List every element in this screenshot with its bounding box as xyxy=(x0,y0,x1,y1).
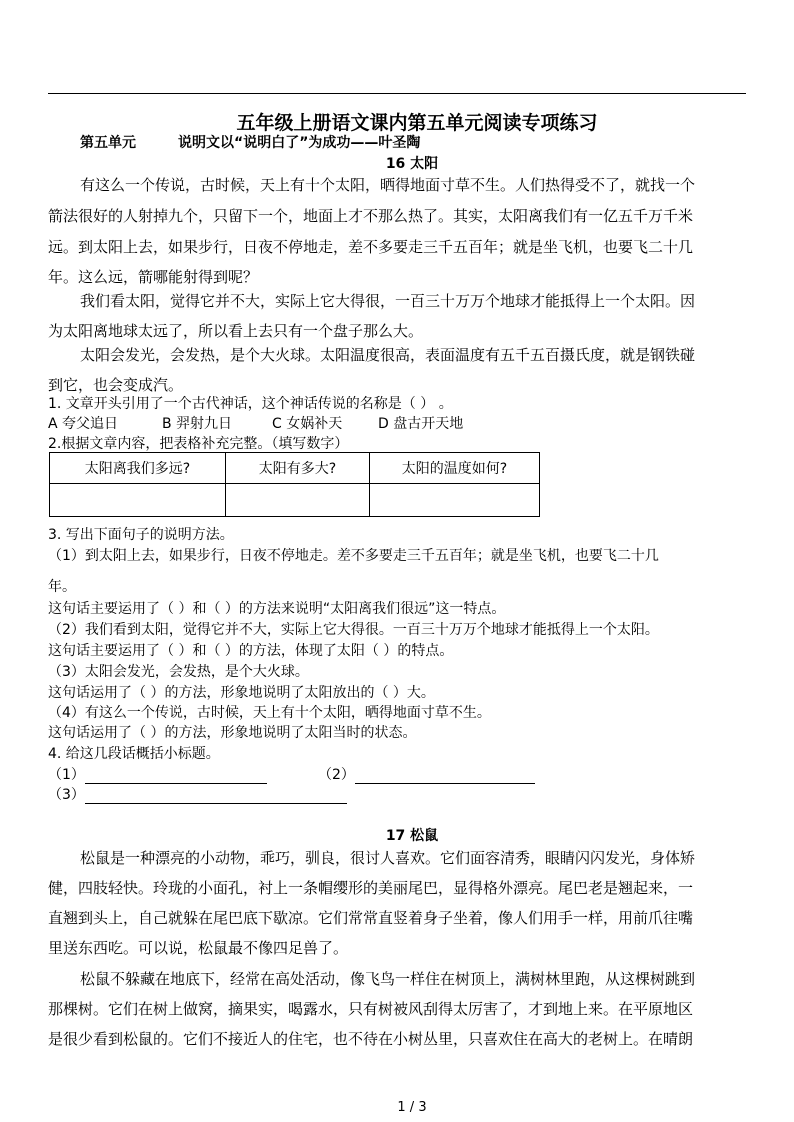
paragraph-line: 直翘到头上，自己就躲在尾巴底下歇凉。它们常常直竖着身子坐着，像人们用手一样，用前爪往嘴 xyxy=(48,909,694,927)
question-3-line: （1）到太阳上去，如果步行，日夜不停地走。差不多要走三千五百年；就是坐飞机，也要飞二十几 xyxy=(48,548,659,564)
paragraph-line: 箭法很好的人射掉九个，只留下一个，地面上才不那么热了。其实，太阳离我们有一亿五千万千米 xyxy=(48,207,694,225)
question-4: 4. 给这几段话概括小标题。 xyxy=(48,746,220,762)
table-header-temperature: 太阳的温度如何? xyxy=(370,453,540,484)
subtitle-row-1 xyxy=(48,764,267,784)
page-number: 1 / 3 xyxy=(397,1100,427,1115)
question-3-line: （3）太阳会发光，会发热，是个大火球。 xyxy=(48,664,309,680)
question-3-line: 这句话运用了（ ）的方法，形象地说明了太阳放出的（ ）大。 xyxy=(48,685,435,701)
header-rule xyxy=(48,93,746,94)
subtitle-row-2 xyxy=(318,764,535,784)
subtitle-label-1: （1） xyxy=(48,767,85,783)
option-c: C 女娲补天 xyxy=(272,416,343,432)
table-header-size: 太阳有多大? xyxy=(226,453,370,484)
paragraph-line: 那棵树。它们在树上做窝，摘果实，喝露水，只有树被风刮得太厉害了，才到地上来。在平原地区 xyxy=(48,1000,694,1018)
subtitle-blank-3[interactable] xyxy=(85,803,347,804)
table-cell-blank[interactable] xyxy=(226,484,370,517)
paragraph-line: 太阳会发光，会发热，是个大火球。太阳温度很高，表面温度有五千五百摄氏度，就是钢铁碰 xyxy=(80,346,696,364)
question-3-line: （2）我们看到太阳，觉得它并不大，实际上它大得很。一百三十万万个地球才能抵得上一个太阳。 xyxy=(48,622,659,638)
question-3-line: 这句话运用了（ ）的方法，形象地说明了太阳当时的状态。 xyxy=(48,725,417,741)
question-1: 1. 文章开头引用了一个古代神话，这个神话传说的名称是（ ） 。 xyxy=(48,396,453,412)
unit-subtitle: 说明文以“说明白了”为成功——叶圣陶 xyxy=(178,135,421,151)
paragraph-line: 里送东西吃。可以说，松鼠最不像四足兽了。 xyxy=(48,939,349,957)
paragraph-line: 年。这么远，箭哪能射得到呢？ xyxy=(48,268,259,286)
table-cell-blank[interactable] xyxy=(50,484,226,517)
paragraph-line: 松鼠不躲藏在地底下，经常在高处活动，像飞鸟一样住在树顶上，满树林里跑，从这棵树跳到 xyxy=(80,970,696,988)
subtitle-label-2: （2） xyxy=(318,767,355,783)
paragraph-line: 松鼠是一种漂亮的小动物，乖巧，驯良，很讨人喜欢。它们面容清秀，眼睛闪闪发光，身体矫 xyxy=(80,849,696,867)
paragraph-line: 是很少看到松鼠的。它们不接近人的住宅，也不待在小树丛里，只喜欢住在高大的老树上。在晴朗 xyxy=(48,1030,694,1048)
paragraph-line: 到它，也会变成汽。 xyxy=(48,376,184,394)
question-2: 2.根据文章内容，把表格补充完整。（填写数字） xyxy=(48,436,349,452)
question-3: 3. 写出下面句子的说明方法。 xyxy=(48,527,234,543)
subtitle-label-3: （3） xyxy=(48,787,85,803)
question-3-line: 这句话主要运用了（ ）和（ ）的方法来说明“太阳离我们很远”这一特点。 xyxy=(48,601,506,617)
subtitle-blank-2[interactable] xyxy=(355,783,535,784)
option-d: D 盘古开天地 xyxy=(378,416,464,432)
section-heading-sun: 16 太阳 xyxy=(385,156,439,172)
section-heading-squirrel: 17 松鼠 xyxy=(385,828,439,844)
paragraph-line: 有这么一个传说，古时候，天上有十个太阳，晒得地面寸草不生。人们热得受不了，就找一个 xyxy=(80,176,696,194)
question-3-line: 年。 xyxy=(48,579,76,595)
answer-table xyxy=(49,452,540,517)
paragraph-line: 健，四肢轻快。玲珑的小面孔，衬上一条帽缨形的美丽尾巴，显得格外漂亮。尾巴老是翘起来，一 xyxy=(48,879,694,897)
subtitle-row-3 xyxy=(48,784,347,804)
paragraph-line: 远。到太阳上去，如果步行，日夜不停地走，差不多要走三千五百年；就是坐飞机，也要飞二十几 xyxy=(48,238,694,256)
table-cell-blank[interactable] xyxy=(370,484,540,517)
question-3-line: 这句话主要运用了（ ）和（ ）的方法，体现了太阳（ ）的特点。 xyxy=(48,643,454,659)
paragraph-line: 我们看太阳，觉得它并不大，实际上它大得很，一百三十万万个地球才能抵得上一个太阳。因 xyxy=(80,292,696,310)
page-title: 五年级上册语文课内第五单元阅读专项练习 xyxy=(236,112,598,134)
question-3-line: （4）有这么一个传说，古时候，天上有十个太阳，晒得地面寸草不生。 xyxy=(48,705,491,721)
unit-label: 第五单元 xyxy=(80,135,136,151)
paragraph-line: 为太阳离地球太远了，所以看上去只有一个盘子那么大。 xyxy=(48,322,424,340)
option-a: A 夸父追日 xyxy=(48,416,119,432)
table-header-distance: 太阳离我们多远? xyxy=(50,453,226,484)
option-b: B 羿射九日 xyxy=(162,416,233,432)
